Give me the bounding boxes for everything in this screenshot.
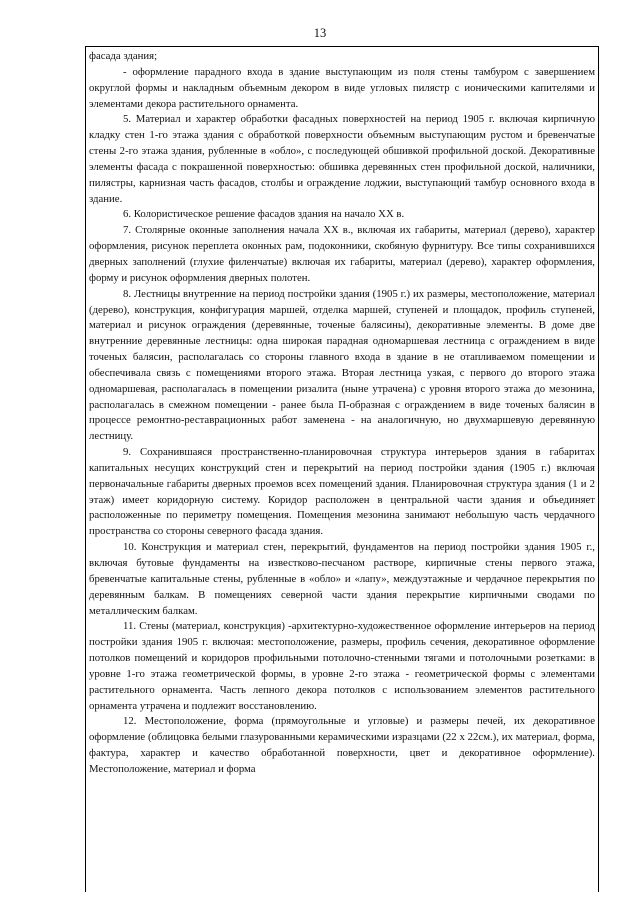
paragraph-main-entrance: - оформление парадного входа в здание выступающим из поля стены тамбуром с завершением округлой формы и накладным объемным декором в виде угловых пилястр с ионическими капителями и элементами декора растительного орнамента. (89, 65, 595, 110)
paragraph-item-7: 7. Столярные оконные заполнения начала ХХ в., включая их габариты, материал (дерево), характер оформления, рисунок переплета оконных рам, подоконники, скобяную фурнитуру. Все типы сохранившихся дверных заполнений (глухие филенчатые) включая их габариты, материал (дерево), характер оформления, форму и рисунок оформления дверных полотен. (89, 224, 595, 284)
page-number: 13 (313, 26, 327, 40)
paragraph-item-12: 12. Местоположение, форма (прямоугольные и угловые) и размеры печей, их декоративное оформление (облицовка белыми глазурованными керамическими изразцами (22 х 22см.), их материал, форма, фактура, характер и качество обработанной поверхности, цвет и декоративное оформление). Местоположение, материал и форма (89, 715, 595, 775)
paragraph-facade-continuation: фасада здания; (89, 50, 158, 62)
paragraph-item-8: 8. Лестницы внутренние на период постройки здания (1905 г.) их размеры, местоположение, материал (дерево), конструкция, конфигурация маршей, отделка маршей, ступеней и площадок, профиль ступеней, материал и рисунок ограждения (деревянные, точеные балясины), декоративные элементы. В доме две внутренние деревянные лестницы: одна широкая парадная одномаршевая лестница с ограждением в виде точеных балясин, располагалась со стороны главного входа в здание в не отапливаемом помещении и обеспечивала связь с помещениями второго этажа. Вторая лестница узкая, с первого до второго этажа одномаршевая, располагалась в помещении ризалита (ныне утрачена) с уровня второго этажа до мезонина, располагалась в смежном помещении - ранее была П-образная с ограждением в виде точеных балясин в процессе ремонтно-реставрационных работ заменена - на аналогичную, но двухмаршевую деревянную лестницу. (89, 287, 595, 443)
paragraph-item-9: 9. Сохранившаяся пространственно-планировочная структура интерьеров здания в габаритах капитальных несущих конструкций стен и перекрытий на период постройки здания (1905 г.) включая первоначальные габариты дверных проемов всех помещений здания. Планировочная структура здания (1 и 2 этаж) имеет коридорную систему. Коридор расположен в центральной части здания и объединяет расположенные по периметру помещения. Помещения мезонина занимают небольшую часть чердачного пространства со стороны северного фасада здания. (89, 446, 595, 538)
paragraph-item-10: 10. Конструкция и материал стен, перекрытий, фундаментов на период постройки здания 1905 г., включая бутовые фундаменты на известково-песчаном растворе, кирпичные стены первого этажа, бревенчатые капитальные стены, рубленные в «обло» и «лапу», междуэтажные и чердачное перекрытия по деревянным балкам. В помещениях северной части здания перекрытие кирпичными сводами по металлическим балкам. (89, 541, 595, 617)
document-body (86, 47, 598, 778)
paragraph-item-11: 11. Стены (материал, конструкция) -архитектурно-художественное оформление интерьеров на период постройки здания 1905 г. включая: местоположение, размеры, профиль сечения, декоративное оформление потолков помещений и коридоров профильными потолочно-стенными тягами и потолочными розетками: в уровне 1-го этажа геометрической формы, в уровне 2-го этажа - геометрической формы с элементами растительного орнамента. Часть лепного декора потолков с использованием элементов растительного орнамента утрачена и подлежит восстановлению. (89, 620, 595, 712)
paragraph-item-6: 6. Колористическое решение фасадов здания на начало ХХ в. (123, 208, 405, 221)
paragraph-item-5: 5. Материал и характер обработки фасадных поверхностей на период 1905 г. включая кирпичную кладку стен 1-го этажа здания с обработкой поверхности объемным выступающим рустом и бревенчатые стены 2-го этажа здания, рубленные в «обло», с последующей обшивкой профильной доской. Декоративные элементы фасада с покрашенной поверхностью: обшивка деревянных стен профильной доской, наличники, пилястры, карнизная часть фасадов, столбы и ограждение лоджии, выступающий тамбур основного входа в здание. (89, 113, 595, 205)
document-frame (85, 46, 599, 892)
